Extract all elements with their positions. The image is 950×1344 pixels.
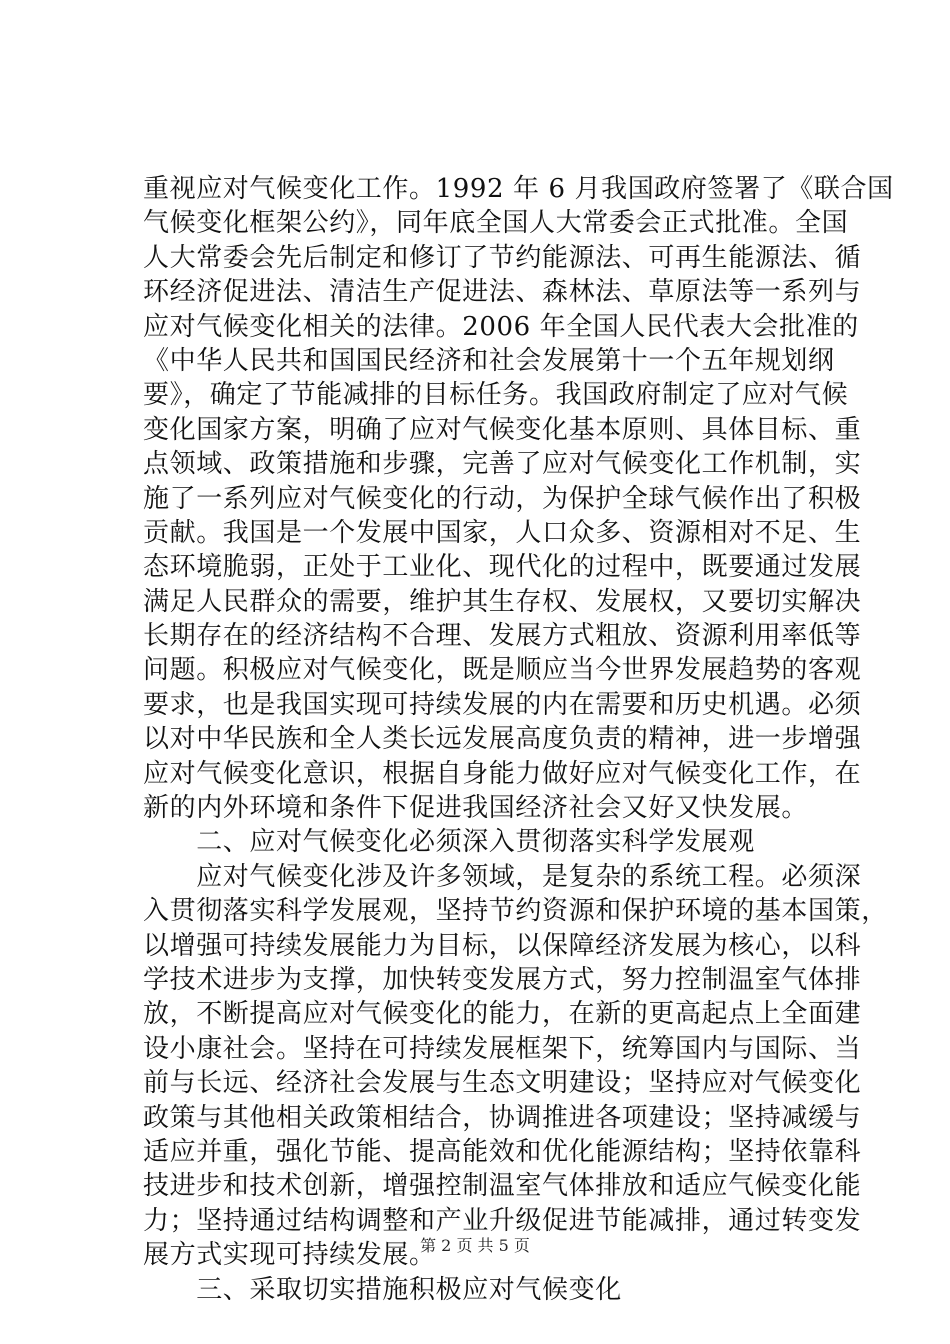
text-line: 以对中华民族和全人类长远发展高度负责的精神，进一步增强 — [143, 724, 862, 755]
text-line: 以增强可持续发展能力为目标，以保障经济发展为核心，以科 — [143, 930, 862, 961]
text-line: 技进步和技术创新，增强控制温室气体排放和适应气候变化能 — [143, 1171, 862, 1202]
text-line: 放，不断提高应对气候变化的能力，在新的更高起点上全面建 — [143, 999, 862, 1030]
text-line: 重视应对气候变化工作。1992 年 6 月我国政府签署了《联合国 — [143, 174, 894, 204]
section-heading: 二、应对气候变化必须深入贯彻落实科学发展观 — [143, 827, 755, 858]
text-line: 气候变化框架公约》，同年底全国人大常委会正式批准。全国 — [143, 208, 849, 239]
text-line: 前与长远、经济社会发展与生态文明建设；坚持应对气候变化 — [143, 1068, 862, 1099]
section-heading: 三、采取切实措施积极应对气候变化 — [143, 1274, 622, 1305]
text-line: 《中华人民共和国国民经济和社会发展第十一个五年规划纲 — [143, 345, 835, 376]
text-line: 环经济促进法、清洁生产促进法、森林法、草原法等一系列与 — [143, 277, 862, 308]
text-line: 要求，也是我国实现可持续发展的内在需要和历史机遇。必须 — [143, 689, 862, 720]
text-line: 满足人民群众的需要，维护其生存权、发展权，又要切实解决 — [143, 586, 862, 617]
text-line: 应对气候变化意识，根据自身能力做好应对气候变化工作，在 — [143, 758, 862, 789]
text-line: 设小康社会。坚持在可持续发展框架下，统筹国内与国际、当 — [143, 1033, 862, 1064]
text-line: 人大常委会先后制定和修订了节约能源法、可再生能源法、循 — [143, 242, 862, 273]
text-line: 变化国家方案，明确了应对气候变化基本原则、具体目标、重 — [143, 414, 862, 445]
text-line: 适应并重，强化节能、提高能效和优化能源结构；坚持依靠科 — [143, 1136, 862, 1167]
page-number-footer: 第 2 页 共 5 页 — [420, 1236, 530, 1255]
text-line: 政策与其他相关政策相结合，协调推进各项建设；坚持减缓与 — [143, 1102, 862, 1133]
text-line: 学技术进步为支撑，加快转变发展方式，努力控制温室气体排 — [143, 964, 862, 995]
text-line: 力；坚持通过结构调整和产业升级促进节能减排，通过转变发 — [143, 1205, 862, 1236]
text-line: 施了一系列应对气候变化的行动，为保护全球气候作出了积极 — [143, 483, 862, 514]
text-line: 问题。积极应对气候变化，既是顺应当今世界发展趋势的客观 — [143, 655, 862, 686]
text-line: 展方式实现可持续发展。 — [143, 1240, 436, 1271]
text-line: 长期存在的经济结构不合理、发展方式粗放、资源利用率低等 — [143, 621, 862, 652]
text-line: 贡献。我国是一个发展中国家，人口众多、资源相对不足、生 — [143, 517, 862, 548]
body-text — [143, 172, 894, 1307]
text-line: 态环境脆弱，正处于工业化、现代化的过程中，既要通过发展 — [143, 552, 862, 583]
text-line: 要》，确定了节能减排的目标任务。我国政府制定了应对气候 — [143, 380, 849, 411]
text-line: 应对气候变化相关的法律。2006 年全国人民代表大会批准的 — [143, 311, 859, 342]
text-line: 点领域、政策措施和步骤，完善了应对气候变化工作机制，实 — [143, 449, 862, 480]
text-line: 新的内外环境和条件下促进我国经济社会又好又快发展。 — [143, 793, 809, 824]
text-line: 应对气候变化涉及许多领域，是复杂的系统工程。必须深 — [143, 861, 862, 892]
text-line: 入贯彻落实科学发展观，坚持节约资源和保护环境的基本国策， — [143, 896, 888, 927]
